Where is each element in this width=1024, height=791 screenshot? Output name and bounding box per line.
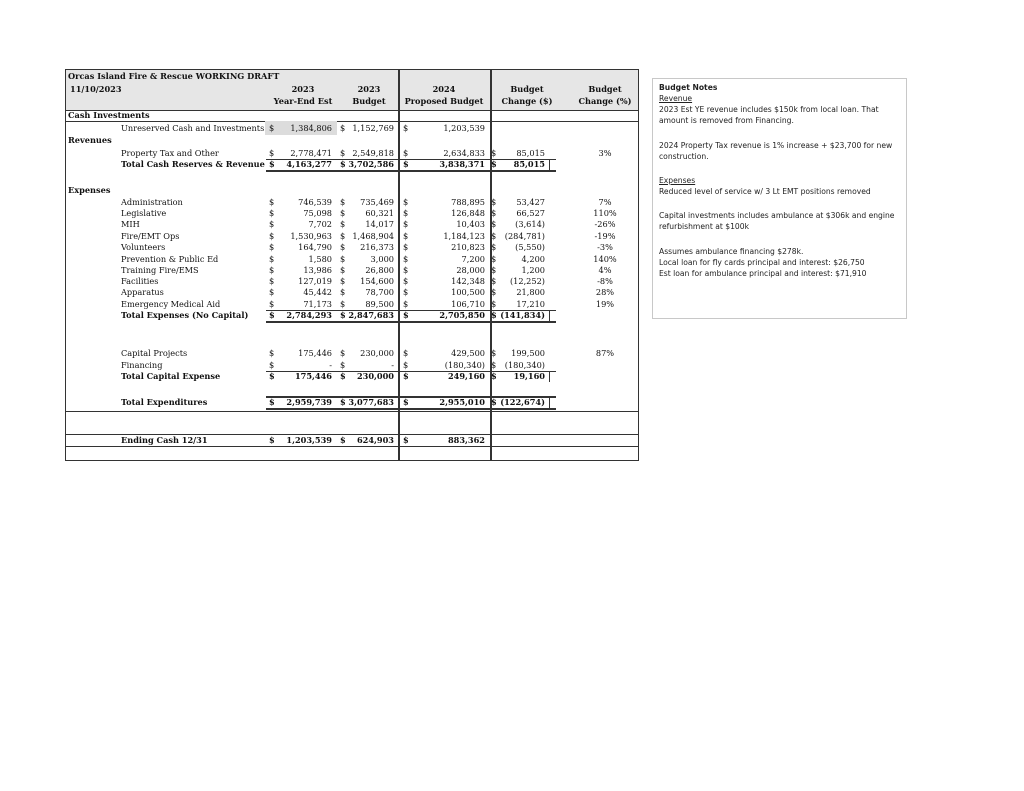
cell-value: (122,674)	[500, 397, 545, 407]
cell-divider	[549, 159, 550, 170]
row-label: Total Expenses (No Capital)	[121, 310, 249, 320]
col-header-2023-est-label: Year-End Est	[273, 96, 333, 106]
col-header-2023-budget-label: Budget	[352, 96, 386, 106]
cell-percent: 87%	[595, 348, 615, 358]
total-rule	[266, 321, 556, 323]
cell-value: 1,530,963	[290, 231, 332, 241]
cell-value: 1,384,806	[290, 123, 332, 133]
total-rule	[266, 170, 556, 172]
currency-symbol: $	[340, 159, 346, 169]
cell-value: 3,838,371	[439, 159, 485, 169]
cell-value: 142,348	[451, 276, 485, 286]
currency-symbol: $	[269, 348, 275, 358]
cell-value: 14,017	[365, 219, 394, 229]
col-header-change-dollar-2: Change ($)	[501, 96, 553, 106]
cell-value: 45,442	[303, 287, 332, 297]
currency-symbol: $	[491, 371, 497, 381]
report-title: Orcas Island Fire & Rescue WORKING DRAFT	[68, 71, 280, 81]
cell-value: 106,710	[451, 299, 485, 309]
row-label: Fire/EMT Ops	[121, 231, 180, 241]
currency-symbol: $	[340, 208, 346, 218]
col-header-change-dollar-1: Budget	[510, 84, 544, 94]
cell-value: 1,203,539	[286, 435, 332, 445]
cell-value: 624,903	[356, 435, 394, 445]
notes-revenue-heading: Revenue	[659, 94, 693, 103]
section-cash-investments: Cash Investments	[68, 110, 150, 120]
section-revenues: Revenues	[68, 135, 112, 145]
col-header-2023-budget-year: 2023	[357, 84, 381, 94]
currency-symbol: $	[403, 360, 409, 370]
col-header-2023-est-year: 2023	[291, 84, 315, 94]
currency-symbol: $	[491, 360, 497, 370]
currency-symbol: $	[269, 265, 275, 275]
currency-symbol: $	[269, 276, 275, 286]
cell-value: 53,427	[516, 197, 545, 207]
note-text: 2024 Property Tax revenue is 1% increase + $23,700 for new	[659, 141, 893, 150]
cell-value: -	[329, 360, 332, 370]
currency-symbol: $	[403, 371, 409, 381]
cell-value: 100,500	[451, 287, 485, 297]
currency-symbol: $	[340, 348, 346, 358]
currency-symbol: $	[340, 397, 346, 407]
cell-value: 2,955,010	[439, 397, 485, 407]
currency-symbol: $	[269, 208, 275, 218]
currency-symbol: $	[491, 159, 497, 169]
cell-value: 1,200	[521, 265, 545, 275]
section-rule	[66, 446, 638, 447]
notes-expenses-heading: Expenses	[659, 176, 696, 185]
currency-symbol: $	[340, 435, 346, 445]
currency-symbol: $	[269, 397, 275, 407]
currency-symbol: $	[269, 435, 275, 445]
cell-value: -	[391, 360, 394, 370]
currency-symbol: $	[403, 265, 409, 275]
row-label: Total Capital Expense	[121, 371, 221, 381]
row-label: Capital Projects	[121, 348, 188, 358]
cell-value: 28,000	[456, 265, 485, 275]
cell-value: 2,778,471	[290, 148, 332, 158]
cell-value: 17,210	[516, 299, 545, 309]
currency-symbol: $	[269, 219, 275, 229]
currency-symbol: $	[340, 123, 346, 133]
row-label: Unreserved Cash and Investments	[121, 123, 265, 133]
note-text: construction.	[659, 152, 709, 161]
budget-notes-panel	[652, 78, 907, 319]
currency-symbol: $	[269, 299, 275, 309]
cell-value: 1,468,904	[352, 231, 394, 241]
note-text: amount is removed from Financing.	[659, 116, 794, 125]
row-label: Emergency Medical Aid	[121, 299, 221, 309]
currency-symbol: $	[269, 287, 275, 297]
currency-symbol: $	[403, 231, 409, 241]
cell-value: 19,160	[513, 371, 545, 381]
currency-symbol: $	[269, 371, 275, 381]
cell-value: 429,500	[451, 348, 485, 358]
cell-value: 1,580	[308, 254, 332, 264]
currency-symbol: $	[491, 148, 497, 158]
cell-value: 89,500	[365, 299, 394, 309]
cell-value: 788,895	[451, 197, 485, 207]
currency-symbol: $	[491, 254, 497, 264]
cell-value: 10,403	[456, 219, 485, 229]
cell-value: 3,702,586	[348, 159, 394, 169]
col-header-2024-label: Proposed Budget	[404, 96, 484, 106]
row-label: Administration	[121, 197, 183, 207]
row-label: Prevention & Public Ed	[121, 254, 219, 264]
cell-value: 210,823	[451, 242, 485, 252]
cell-percent: 140%	[593, 254, 617, 264]
cell-value: 2,549,818	[352, 148, 394, 158]
notes-title: Budget Notes	[659, 83, 718, 92]
currency-symbol: $	[491, 348, 497, 358]
cell-value: 26,800	[365, 265, 394, 275]
cell-value: 1,152,769	[352, 123, 394, 133]
cell-percent: -26%	[594, 219, 616, 229]
cell-percent: 4%	[598, 265, 612, 275]
currency-symbol: $	[269, 360, 275, 370]
currency-symbol: $	[340, 276, 346, 286]
note-text: refurbishment at $100k	[659, 222, 749, 231]
cell-value: 71,173	[303, 299, 332, 309]
cell-value: 66,527	[516, 208, 545, 218]
cell-divider	[549, 397, 550, 408]
cell-value: 883,362	[447, 435, 485, 445]
cell-value: 2,705,850	[439, 310, 485, 320]
cell-value: 7,200	[461, 254, 485, 264]
currency-symbol: $	[340, 231, 346, 241]
note-text: Capital investments includes ambulance at $306k and engine	[659, 211, 895, 220]
row-label: MIH	[121, 219, 140, 229]
currency-symbol: $	[340, 371, 346, 381]
cell-value: 216,373	[360, 242, 394, 252]
row-label: Facilities	[121, 276, 159, 286]
budget-table	[65, 69, 639, 461]
currency-symbol: $	[269, 231, 275, 241]
currency-symbol: $	[403, 397, 409, 407]
cell-value: 21,800	[516, 287, 545, 297]
currency-symbol: $	[403, 242, 409, 252]
currency-symbol: $	[403, 435, 409, 445]
section-rule	[66, 121, 638, 122]
note-text: Assumes ambulance financing $278k.	[659, 247, 804, 256]
cell-value: 75,098	[303, 208, 332, 218]
currency-symbol: $	[340, 254, 346, 264]
section-rule	[66, 411, 638, 412]
currency-symbol: $	[403, 208, 409, 218]
column-divider	[398, 70, 400, 460]
cell-value: 4,163,277	[286, 159, 332, 169]
currency-symbol: $	[269, 197, 275, 207]
currency-symbol: $	[340, 242, 346, 252]
currency-symbol: $	[491, 219, 497, 229]
row-label: Legislative	[121, 208, 167, 218]
currency-symbol: $	[491, 276, 497, 286]
currency-symbol: $	[491, 299, 497, 309]
cell-value: 1,184,123	[443, 231, 485, 241]
currency-symbol: $	[403, 254, 409, 264]
currency-symbol: $	[403, 299, 409, 309]
currency-symbol: $	[403, 348, 409, 358]
currency-symbol: $	[269, 159, 275, 169]
currency-symbol: $	[340, 219, 346, 229]
cell-percent: 19%	[595, 299, 615, 309]
currency-symbol: $	[340, 197, 346, 207]
currency-symbol: $	[340, 287, 346, 297]
row-label: Ending Cash 12/31	[121, 435, 208, 445]
currency-symbol: $	[491, 197, 497, 207]
total-rule	[266, 396, 556, 398]
currency-symbol: $	[491, 287, 497, 297]
cell-value: 199,500	[511, 348, 545, 358]
currency-symbol: $	[491, 208, 497, 218]
cell-value: 175,446	[294, 371, 332, 381]
row-label: Apparatus	[121, 287, 164, 297]
currency-symbol: $	[403, 123, 409, 133]
cell-divider	[549, 371, 550, 382]
cell-value: (3,614)	[515, 219, 545, 229]
currency-symbol: $	[403, 148, 409, 158]
row-label: Total Expenditures	[121, 397, 208, 407]
currency-symbol: $	[269, 148, 275, 158]
section-rule	[66, 434, 638, 435]
cell-value: 126,848	[451, 208, 485, 218]
cell-value: 4,200	[521, 254, 545, 264]
row-label: Financing	[121, 360, 163, 370]
currency-symbol: $	[340, 148, 346, 158]
currency-symbol: $	[403, 287, 409, 297]
col-header-2024-year: 2024	[432, 84, 456, 94]
currency-symbol: $	[491, 231, 497, 241]
cell-percent: -19%	[594, 231, 616, 241]
currency-symbol: $	[269, 123, 275, 133]
currency-symbol: $	[403, 159, 409, 169]
cell-value: 1,203,539	[443, 123, 485, 133]
cell-percent: 28%	[595, 287, 615, 297]
cell-value: 3,077,683	[348, 397, 394, 407]
cell-value: 3,000	[370, 254, 394, 264]
cell-value: 85,015	[516, 148, 545, 158]
currency-symbol: $	[403, 197, 409, 207]
note-text: Local loan for fly cards principal and interest: $26,750	[659, 258, 865, 267]
note-text: Reduced level of service w/ 3 Lt EMT positions removed	[659, 187, 871, 196]
cell-value: 2,634,833	[443, 148, 485, 158]
row-label: Volunteers	[121, 242, 166, 252]
cell-value: (141,834)	[500, 310, 545, 320]
cell-value: (284,781)	[504, 231, 545, 241]
currency-symbol: $	[403, 276, 409, 286]
cell-divider	[549, 310, 550, 321]
cell-value: 746,539	[298, 197, 332, 207]
row-label: Total Cash Reserves & Revenue	[121, 159, 265, 169]
currency-symbol: $	[340, 265, 346, 275]
cell-value: 154,600	[360, 276, 394, 286]
cell-value: 2,784,293	[286, 310, 332, 320]
cell-value: 249,160	[447, 371, 485, 381]
cell-value: 85,015	[513, 159, 545, 169]
cell-value: (180,340)	[444, 360, 485, 370]
cell-value: 735,469	[360, 197, 394, 207]
cell-value: 164,790	[298, 242, 332, 252]
cell-percent: 110%	[593, 208, 617, 218]
cell-value: 60,321	[365, 208, 394, 218]
cell-percent: -8%	[597, 276, 613, 286]
section-expenses: Expenses	[68, 185, 111, 195]
total-rule	[266, 408, 556, 410]
currency-symbol: $	[403, 219, 409, 229]
cell-percent: -3%	[597, 242, 613, 252]
currency-symbol: $	[403, 310, 409, 320]
cell-value: 175,446	[298, 348, 332, 358]
cell-value: 230,000	[356, 371, 394, 381]
currency-symbol: $	[269, 310, 275, 320]
cell-percent: 7%	[598, 197, 612, 207]
cell-value: 7,702	[308, 219, 332, 229]
currency-symbol: $	[491, 242, 497, 252]
cell-value: 2,959,739	[286, 397, 332, 407]
note-text: 2023 Est YE revenue includes $150k from local loan. That	[659, 105, 879, 114]
cell-value: (12,252)	[509, 276, 545, 286]
col-header-change-pct-2: Change (%)	[578, 96, 632, 106]
currency-symbol: $	[340, 360, 346, 370]
col-header-change-pct-1: Budget	[588, 84, 622, 94]
note-text: Est loan for ambulance principal and interest: $71,910	[659, 269, 867, 278]
cell-value: 127,019	[298, 276, 332, 286]
currency-symbol: $	[491, 265, 497, 275]
cell-value: (180,340)	[504, 360, 545, 370]
cell-value: 78,700	[365, 287, 394, 297]
cell-value: 2,847,683	[348, 310, 394, 320]
row-label: Property Tax and Other	[121, 148, 219, 158]
currency-symbol: $	[269, 242, 275, 252]
row-label: Training Fire/EMS	[121, 265, 199, 275]
currency-symbol: $	[269, 254, 275, 264]
cell-percent: 3%	[598, 148, 612, 158]
currency-symbol: $	[340, 310, 346, 320]
cell-value: 230,000	[360, 348, 394, 358]
report-date: 11/10/2023	[70, 84, 122, 94]
currency-symbol: $	[340, 299, 346, 309]
cell-value: (5,550)	[515, 242, 545, 252]
currency-symbol: $	[491, 397, 497, 407]
cell-value: 13,986	[303, 265, 332, 275]
currency-symbol: $	[491, 310, 497, 320]
